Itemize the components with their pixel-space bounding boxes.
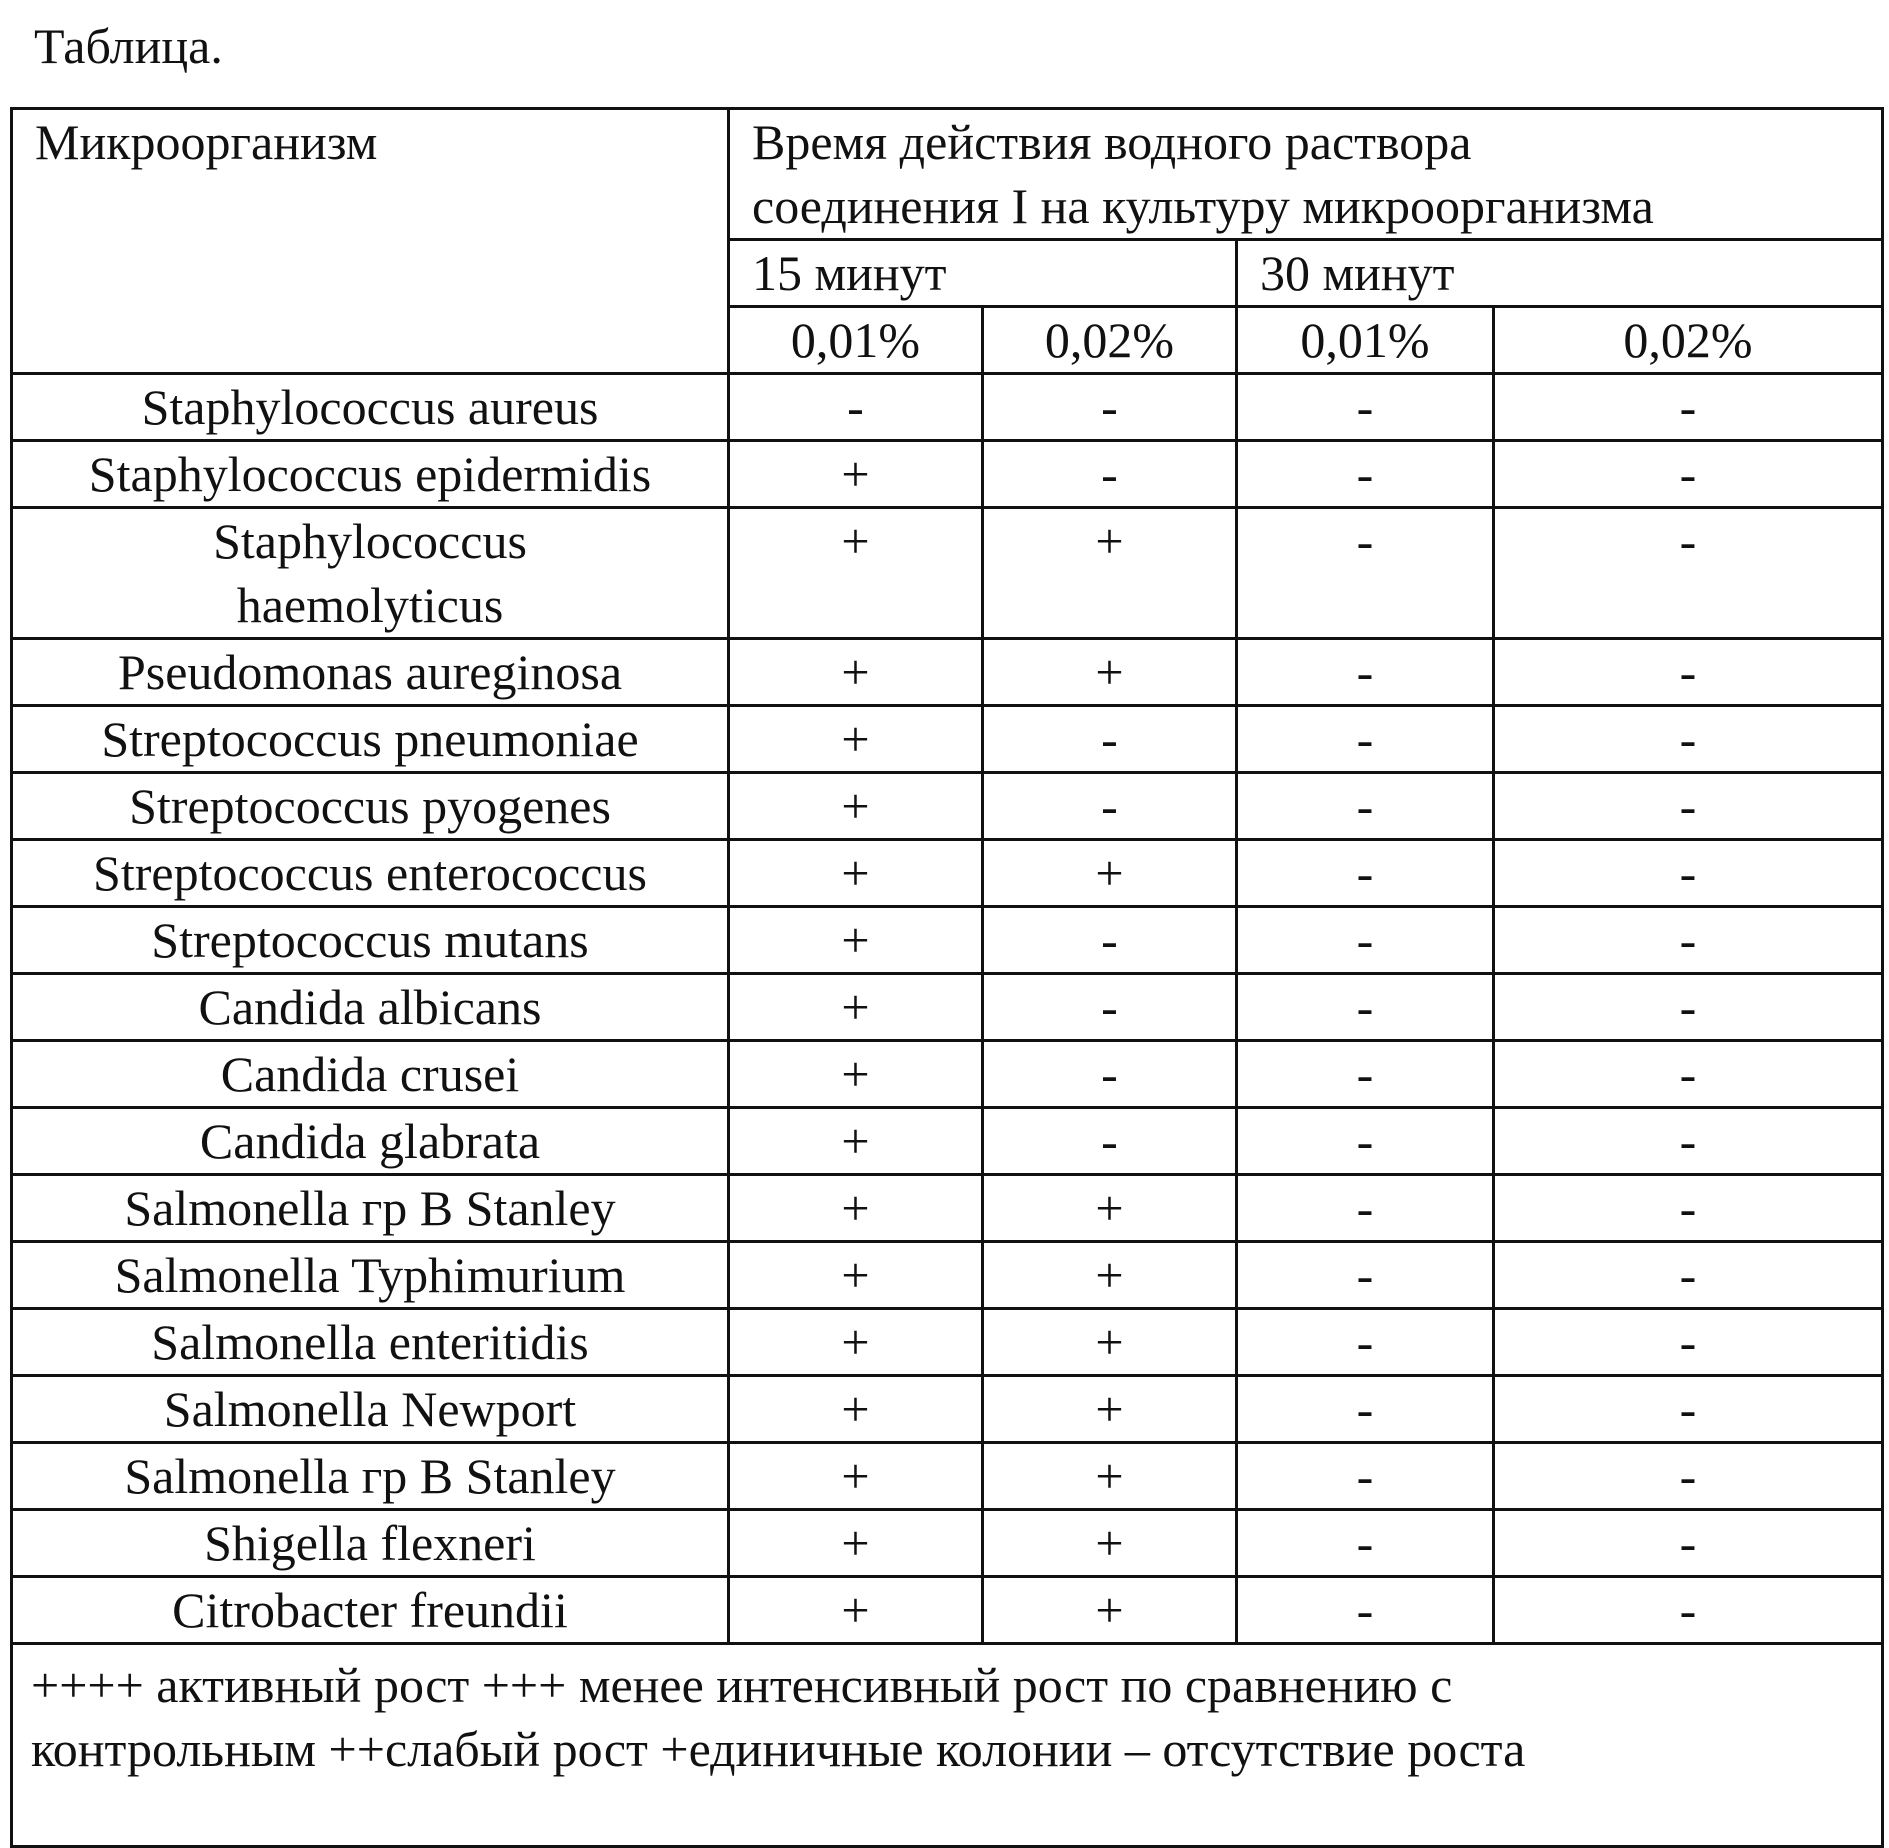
table-row — [12, 840, 1883, 907]
growth-value: + — [729, 508, 983, 639]
growth-value: - — [1494, 1510, 1883, 1577]
growth-value: - — [1494, 1041, 1883, 1108]
growth-value: + — [729, 1108, 983, 1175]
growth-value: - — [1237, 1175, 1494, 1242]
growth-value: + — [983, 1577, 1237, 1644]
table-row — [12, 1376, 1883, 1443]
microorganism-name: Staphylococcus epidermidis — [12, 441, 729, 508]
growth-value: - — [1494, 1108, 1883, 1175]
microorganism-name: Streptococcus pneumoniae — [12, 706, 729, 773]
growth-value: + — [729, 441, 983, 508]
microorganism-name: Salmonella Newport — [12, 1376, 729, 1443]
header-concentration: 0,02% — [983, 307, 1237, 374]
header-concentration: 0,01% — [1237, 307, 1494, 374]
growth-value: - — [1237, 1577, 1494, 1644]
microorganism-name: Shigella flexneri — [12, 1510, 729, 1577]
growth-value: + — [983, 639, 1237, 706]
growth-value: - — [1237, 1041, 1494, 1108]
footnote-line-1: ++++ активный рост +++ менее интенсивный рост по сравнению с — [31, 1657, 1453, 1713]
growth-value: - — [1237, 1108, 1494, 1175]
results-table — [10, 107, 1884, 1848]
table-caption: Таблица. — [34, 18, 223, 74]
microorganism-name: Candida glabrata — [12, 1108, 729, 1175]
footnote-row — [12, 1644, 1883, 1847]
growth-value: + — [729, 1242, 983, 1309]
table-row — [12, 374, 1883, 441]
table-row — [12, 706, 1883, 773]
growth-value: + — [729, 1376, 983, 1443]
growth-value: - — [1237, 1376, 1494, 1443]
growth-value: - — [1237, 1510, 1494, 1577]
growth-value: - — [729, 374, 983, 441]
growth-value: - — [1237, 907, 1494, 974]
table-row — [12, 639, 1883, 706]
growth-value: + — [983, 1510, 1237, 1577]
growth-value: - — [983, 374, 1237, 441]
growth-value: + — [729, 1510, 983, 1577]
header-15-minutes: 15 минут — [729, 240, 1237, 307]
table-row — [12, 1577, 1883, 1644]
growth-value: - — [983, 1041, 1237, 1108]
growth-value: + — [983, 1443, 1237, 1510]
growth-value: + — [729, 706, 983, 773]
growth-value: + — [729, 1443, 983, 1510]
growth-value: - — [983, 773, 1237, 840]
growth-value: - — [983, 706, 1237, 773]
header-row-1 — [12, 109, 1883, 240]
header-exposure-time-line2: соединения I на культуру микроорганизма — [752, 178, 1654, 234]
header-microorganism: Микроорганизм — [12, 109, 729, 374]
growth-value: - — [983, 1108, 1237, 1175]
growth-value: - — [983, 907, 1237, 974]
growth-value: - — [1237, 508, 1494, 639]
growth-value: - — [1494, 1577, 1883, 1644]
growth-value: - — [1237, 1443, 1494, 1510]
growth-value: + — [729, 974, 983, 1041]
growth-value: - — [1494, 1175, 1883, 1242]
growth-value: + — [729, 773, 983, 840]
microorganism-name: Salmonella гр B Stanley — [12, 1175, 729, 1242]
growth-value: + — [729, 840, 983, 907]
microorganism-name: Streptococcus pyogenes — [12, 773, 729, 840]
microorganism-name: Staphylococcus haemolyticus — [12, 508, 729, 639]
header-exposure-time-line1: Время действия водного раствора — [752, 114, 1472, 170]
growth-value: + — [983, 1242, 1237, 1309]
growth-value: - — [1494, 706, 1883, 773]
header-concentration: 0,01% — [729, 307, 983, 374]
table-row — [12, 773, 1883, 840]
growth-value: - — [1494, 773, 1883, 840]
table-row — [12, 907, 1883, 974]
microorganism-name: Streptococcus enterococcus — [12, 840, 729, 907]
growth-value: - — [1237, 1309, 1494, 1376]
footnote — [12, 1644, 1883, 1847]
microorganism-name: Streptococcus mutans — [12, 907, 729, 974]
table-row — [12, 1242, 1883, 1309]
growth-value: - — [1494, 1242, 1883, 1309]
growth-value: + — [729, 1577, 983, 1644]
growth-value: + — [983, 840, 1237, 907]
table-row — [12, 1108, 1883, 1175]
growth-value: + — [729, 1309, 983, 1376]
growth-value: - — [983, 974, 1237, 1041]
table-row — [12, 441, 1883, 508]
growth-value: - — [1494, 907, 1883, 974]
growth-value: - — [1494, 1376, 1883, 1443]
growth-value: + — [729, 639, 983, 706]
growth-value: + — [983, 508, 1237, 639]
growth-value: - — [1237, 1242, 1494, 1309]
growth-value: - — [1494, 508, 1883, 639]
growth-value: + — [983, 1309, 1237, 1376]
header-30-minutes: 30 минут — [1237, 240, 1883, 307]
growth-value: + — [729, 907, 983, 974]
microorganism-name: Candida crusei — [12, 1041, 729, 1108]
growth-value: - — [1237, 974, 1494, 1041]
growth-value: - — [983, 441, 1237, 508]
growth-value: - — [1494, 639, 1883, 706]
growth-value: - — [1494, 441, 1883, 508]
microorganism-name: Candida albicans — [12, 974, 729, 1041]
growth-value: + — [983, 1175, 1237, 1242]
header-exposure-time — [729, 109, 1883, 240]
growth-value: - — [1237, 706, 1494, 773]
growth-value: + — [729, 1041, 983, 1108]
growth-value: - — [1494, 1443, 1883, 1510]
header-concentration: 0,02% — [1494, 307, 1883, 374]
microorganism-name: Salmonella гр B Stanley — [12, 1443, 729, 1510]
growth-value: - — [1237, 639, 1494, 706]
microorganism-name: Salmonella enteritidis — [12, 1309, 729, 1376]
growth-value: - — [1237, 374, 1494, 441]
growth-value: - — [1237, 840, 1494, 907]
microorganism-name: Citrobacter freundii — [12, 1577, 729, 1644]
growth-value: - — [1494, 1309, 1883, 1376]
microorganism-name: Pseudomonas aureginosa — [12, 639, 729, 706]
growth-value: - — [1494, 974, 1883, 1041]
growth-value: - — [1237, 441, 1494, 508]
table-row — [12, 974, 1883, 1041]
growth-value: + — [983, 1376, 1237, 1443]
table-row — [12, 1041, 1883, 1108]
table-row — [12, 1443, 1883, 1510]
footnote-line-2: контрольным ++слабый рост +единичные колонии – отсутствие роста — [31, 1721, 1526, 1777]
table-row — [12, 1175, 1883, 1242]
growth-value: + — [729, 1175, 983, 1242]
microorganism-name: Staphylococcus aureus — [12, 374, 729, 441]
table-row — [12, 1510, 1883, 1577]
growth-value: - — [1494, 840, 1883, 907]
microorganism-name: Salmonella Typhimurium — [12, 1242, 729, 1309]
table-row — [12, 508, 1883, 639]
table-row — [12, 1309, 1883, 1376]
growth-value: - — [1494, 374, 1883, 441]
growth-value: - — [1237, 773, 1494, 840]
